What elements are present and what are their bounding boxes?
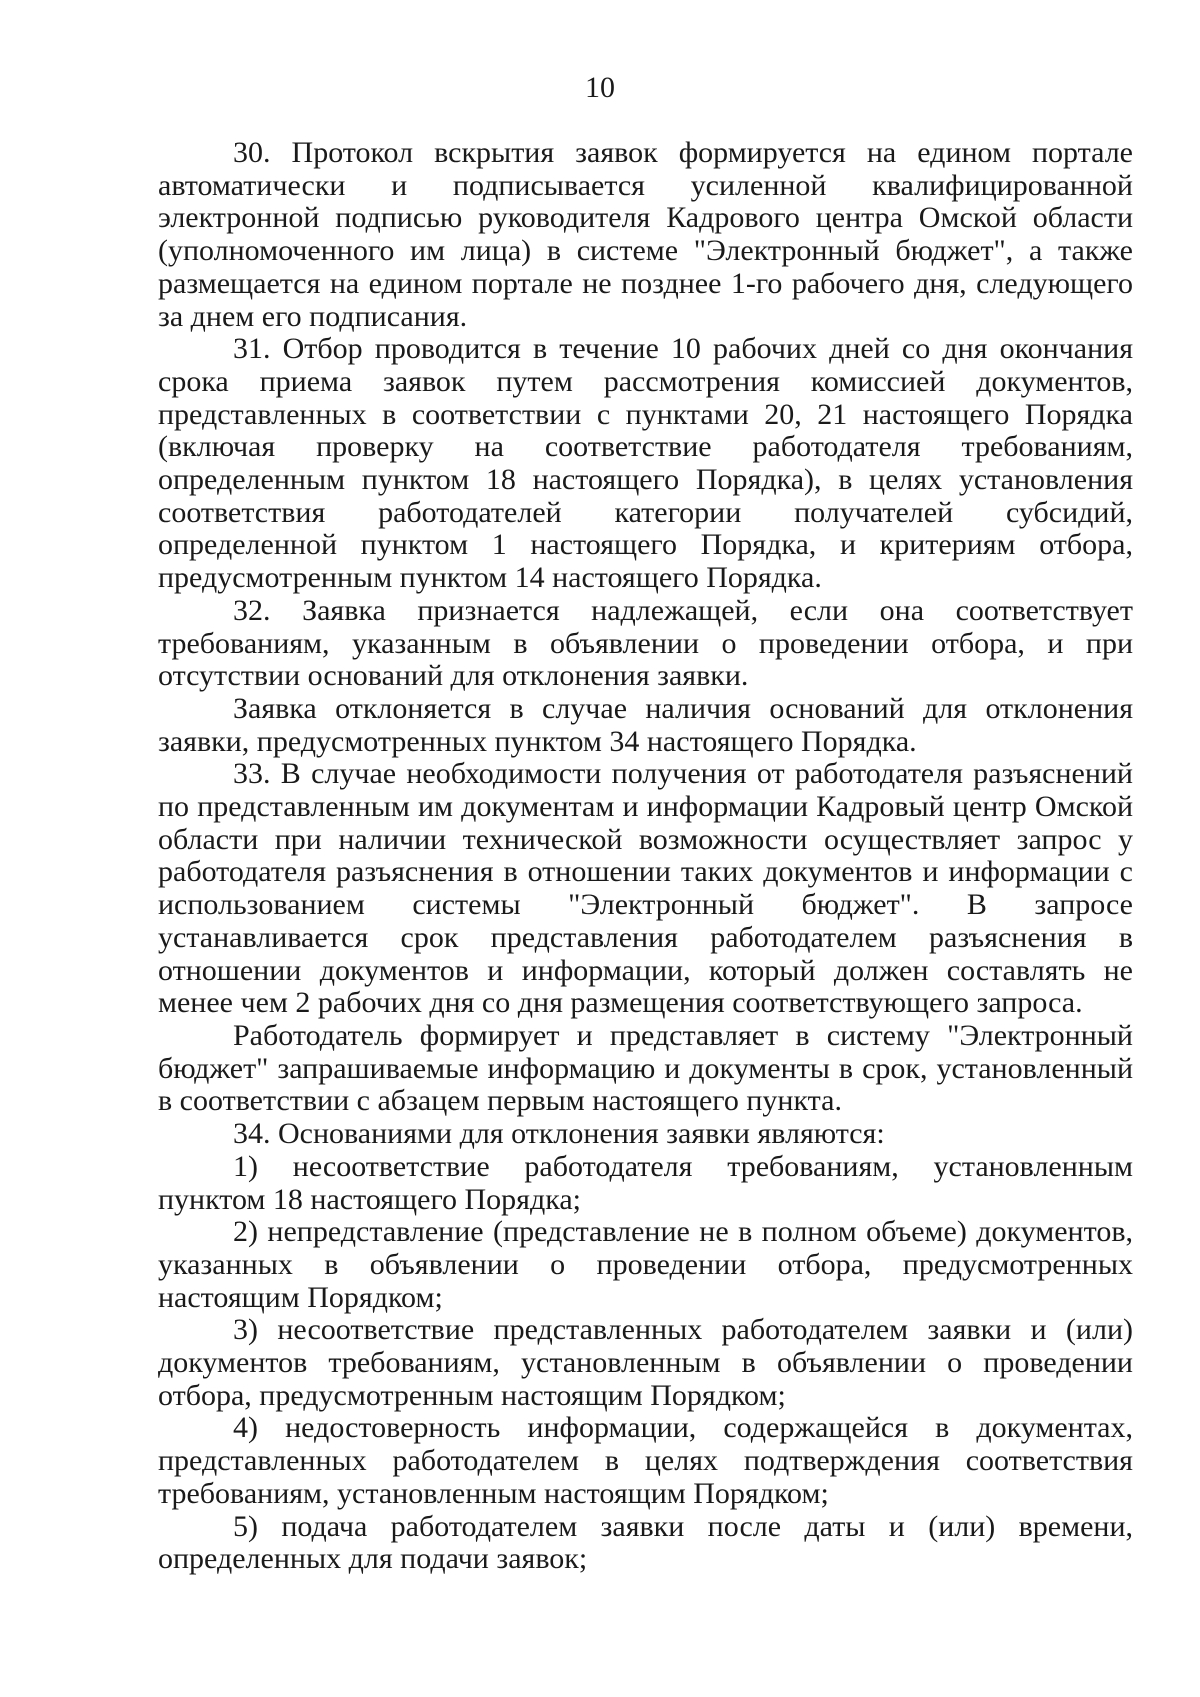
paragraph-32: 32. Заявка признается надлежащей, если она соответствует требованиям, указанным в объявлении о проведении отбора, и при отсутствии оснований для отклонения заявки. xyxy=(158,593,1133,693)
paragraph-34: 34. Основаниями для отклонения заявки являются: xyxy=(233,1117,885,1151)
paragraph-31: 31. Отбор проводится в течение 10 рабочих дней со дня окончания срока приема заявок путем рассмотрения комиссией документов, представленных в соответствии с пунктами 20, 21 настоящего Порядка (включая проверку на соответствие работодателя требованиям, определенным пунктом 18 настоящего Порядка), в целях установления соответствия работодателей категории получателей субсидий, определенной пунктом 1 настоящего Порядка, и критериям отбора, предусмотренным пунктом 14 настоящего Порядка. xyxy=(158,332,1133,595)
list-item-4: 4) недостоверность информации, содержащейся в документах, представленных работодателем в целях подтверждения соответствия требованиям, установленным настоящим Порядком; xyxy=(158,1411,1133,1510)
paragraph-33-employer: Работодатель формирует и представляет в систему "Электронный бюджет" запрашиваемые информацию и документы в срок, установленный в соответствии с абзацем первым настоящего пункта. xyxy=(158,1018,1133,1118)
list-item-2: 2) непредставление (представление не в полном объеме) документов, указанных в объявлении о проведении отбора, предусмотренных настоящим Порядком; xyxy=(158,1215,1133,1314)
list-item-3: 3) несоответствие представленных работодателем заявки и (или) документов требованиям, установленным в объявлении о проведении отбора, предусмотренным настоящим Порядком; xyxy=(158,1313,1133,1412)
paragraph-32-rejection: Заявка отклоняется в случае наличия оснований для отклонения заявки, предусмотренных пунктом 34 настоящего Порядка. xyxy=(158,691,1133,758)
document-body xyxy=(158,137,1133,1576)
list-item-1: 1) несоответствие работодателя требованиям, установленным пунктом 18 настоящего Порядка; xyxy=(158,1149,1133,1216)
paragraph-33: 33. В случае необходимости получения от работодателя разъяснений по представленным им документам и информации Кадровый центр Омской области при наличии технической возможности осуществляет запрос у работодателя разъяснения в отношении таких документов и информации с использованием системы "Электронный бюджет". В запросе устанавливается срок представления работодателем разъяснения в отношении документов и информации, который должен составлять не менее чем 2 рабочих дня со дня размещения соответствующего запроса. xyxy=(158,757,1133,1020)
page-number: 10 xyxy=(585,71,615,104)
list-item-5: 5) подача работодателем заявки после даты и (или) времени, определенных для подачи заявок; xyxy=(158,1509,1133,1576)
paragraph-30: 30. Протокол вскрытия заявок формируется на едином портале автоматически и подписывается усиленной квалифицированной электронной подписью руководителя Кадрового центра Омской области (уполномоченного им лица) в системе "Электронный бюджет", а также размещается на едином портале не позднее 1-го рабочего дня, следующего за днем его подписания. xyxy=(158,136,1133,333)
